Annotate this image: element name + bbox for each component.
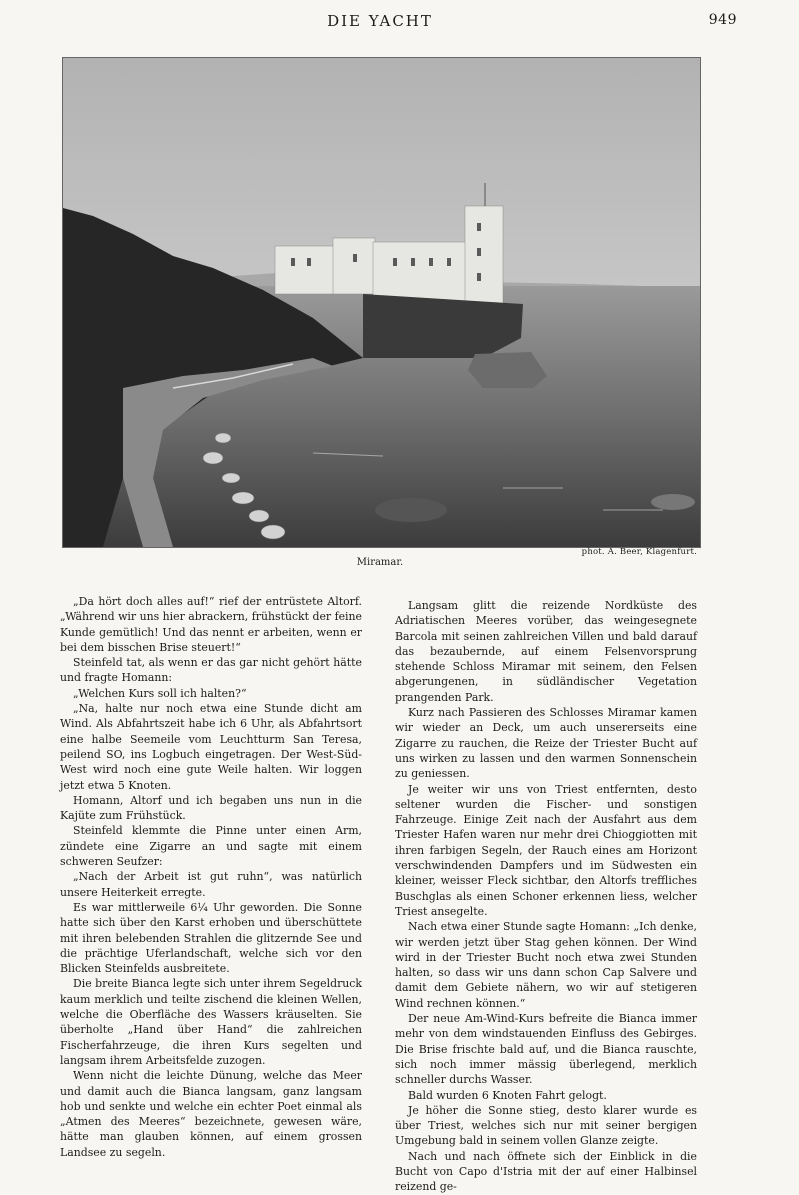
paragraph: „Welchen Kurs soll ich halten?“ <box>73 686 247 700</box>
paragraph: Wenn nicht die leichte Dünung, welche das Meer und damit auch die Bianca langsam, ganz langsam hob und senkte und welche ein echter Poet einmal als „Atmen des Meeres“ bezeichnete, gewesen wäre, hätte man glauben können, auf einem grossen Landsee zu segeln. <box>60 1069 362 1159</box>
photo-credit: phot. A. Beer, Klagenfurt. <box>581 547 697 557</box>
paragraph: Je weiter wir uns von Triest entfernten, desto seltener wurden die Fischer- und sonstigen Fahrzeuge. Einige Zeit nach der Ausfahrt aus dem Triester Hafen waren nur mehr drei Chioggiotten mit ihren farbigen Segeln, der Rauch eines am Horizont verschwindenden Dampfers und im Südwesten ein kleiner, weisser Fleck sichtbar, den Altorfs treffliches Buschglas als einen Schoner erkennen liess, welcher Triest ansegelte. <box>395 782 697 918</box>
paragraph: Je höher die Sonne stieg, desto klarer wurde es über Triest, welches sich nur mit seiner bergigen Umgebung bald in seinem vollen Glanze zeigte. <box>395 1103 697 1148</box>
left-text-column <box>60 594 362 1160</box>
right-text-column <box>395 598 697 1195</box>
page-number: 949 <box>708 12 737 28</box>
miramar-photograph <box>62 57 701 548</box>
paragraph: Langsam glitt die reizende Nordküste des Adriatischen Meeres vorüber, das weingesegnete Barcola mit seinen zahlreichen Villen und bald darauf das bezaubernde, auf einem Felsenvorsprung stehende Schloss Miramar mit seinem, den Felsen abgerungenen, in südländischer Vegetation prangenden Park. <box>395 599 697 704</box>
paragraph: „Da hört doch alles auf!“ rief der entrüstete Altorf. „Während wir uns hier abrackern, frühstückt der feine Kunde gemütlich! Und das nennt er arbeiten, wenn er bei dem bisschen Brise steuert!“ <box>60 595 363 654</box>
paragraph: „Nach der Arbeit ist gut ruhn“, was natürlich unsere Heiterkeit erregte. <box>60 870 362 899</box>
paragraph: Steinfeld klemmte die Pinne unter einen Arm, zündete eine Zigarre an und sagte mit einem schweren Seufzer: <box>60 824 362 869</box>
paragraph: Es war mittlerweile 6¼ Uhr geworden. Die Sonne hatte sich über den Karst erhoben und überschüttete mit ihren belebenden Strahlen die glitzernde See und die prächtige Uferlandschaft, welche sich vor den Blicken Steinfelds ausbreitete. <box>60 900 362 976</box>
paragraph: Steinfeld tat, als wenn er das gar nicht gehört hätte und fragte Homann: <box>60 656 362 685</box>
running-title: DIE YACHT <box>327 12 433 30</box>
paragraph: Nach etwa einer Stunde sagte Homann: „Ich denke, wir werden jetzt über Stag gehen können. Der Wind wird in der Triester Bucht noch etwa zwei Stunden halten, so dass wir uns dann schon Cap Salvere und damit dem Gebiete nähern, wo wir auf stetigeren Wind rechnen können.“ <box>395 920 697 1010</box>
paragraph: Homann, Altorf und ich begaben uns nun in die Kajüte zum Frühstück. <box>60 793 362 823</box>
paragraph: „Na, halte nur noch etwa eine Stunde dicht am Wind. Als Abfahrtszeit habe ich 6 Uhr, als Abfahrtsort eine halbe Seemeile vom Leuchtturm San Teresa, peilend SO, ins Logbuch eingetragen. Der West-Süd-West wird noch eine gute Weile halten. Wir loggen jetzt etwa 5 Knoten. <box>60 702 362 792</box>
paragraph: Kurz nach Passieren des Schlosses Miramar kamen wir wieder an Deck, um auch unsererseits eine Zigarre zu rauchen, die Reize der Triester Bucht auf uns wirken zu lassen und den warmen Sonnenschein zu geniessen. <box>395 706 697 781</box>
figure-caption: Miramar. <box>356 557 404 568</box>
paragraph: Nach und nach öffnete sich der Einblick in die Bucht von Capo d'Istria mit der auf einer Halbinsel reizend ge- <box>395 1149 697 1194</box>
paragraph: Die breite Bianca legte sich unter ihrem Segeldruck kaum merklich und teilte zischend die kleinen Wellen, welche die Oberfläche des Wassers kräuselten. Sie überholte „Hand über Hand“ die zahlreichen Fischerfahrzeuge, die ihren Kurs segelten und langsam ihrem Arbeitsfelde zuzogen. <box>60 977 362 1067</box>
paragraph: Der neue Am-Wind-Kurs befreite die Bianca immer mehr von dem windstauenden Einfluss des Gebirges. Die Brise frischte bald auf, und die Bianca rauschte, sich noch immer mässig überlegend, merklich schneller durchs Wasser. <box>395 1012 697 1087</box>
paragraph: Bald wurden 6 Knoten Fahrt gelogt. <box>408 1088 607 1102</box>
